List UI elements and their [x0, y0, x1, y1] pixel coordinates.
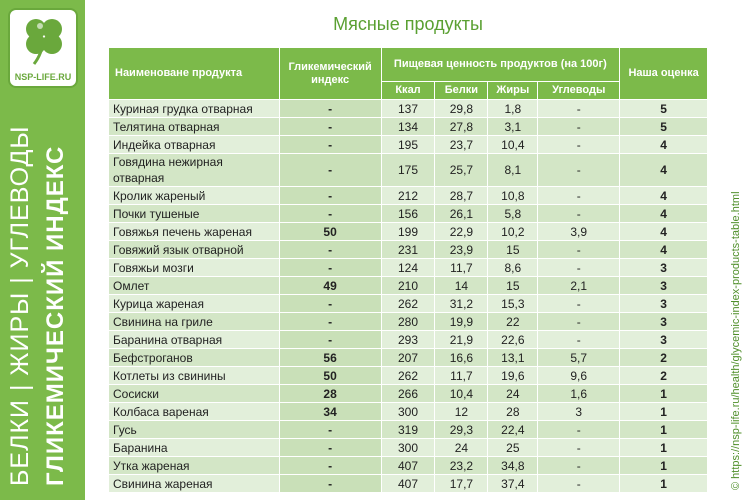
cell-carbs: -: [538, 259, 620, 277]
cell-carbs: 1,6: [538, 385, 620, 403]
header-gi: Гликемический индекс: [279, 48, 381, 100]
cell-gi: -: [279, 241, 381, 259]
cell-kcal: 124: [381, 259, 435, 277]
cell-gi: 56: [279, 349, 381, 367]
cell-rating: 1: [620, 385, 708, 403]
cell-gi: -: [279, 421, 381, 439]
cell-kcal: 293: [381, 331, 435, 349]
cell-rating: 1: [620, 475, 708, 493]
products-table: [108, 47, 708, 493]
table-row: [109, 331, 708, 349]
header-carbs: Углеводы: [538, 82, 620, 100]
cell-fat: 1,8: [488, 100, 538, 118]
cell-fat: 5,8: [488, 205, 538, 223]
cell-kcal: 262: [381, 295, 435, 313]
cell-fat: 15,3: [488, 295, 538, 313]
source-url-text: © https://nsp-life.ru/health/glycemic-index-products-table.html: [730, 191, 742, 490]
cell-gi: -: [279, 118, 381, 136]
cell-name: Говядина нежирная отварная: [109, 154, 280, 187]
cell-fat: 10,2: [488, 223, 538, 241]
cell-name: Гусь: [109, 421, 280, 439]
cell-kcal: 199: [381, 223, 435, 241]
cell-carbs: 2,1: [538, 277, 620, 295]
cell-name: Говяжий язык отварной: [109, 241, 280, 259]
cell-kcal: 266: [381, 385, 435, 403]
cell-carbs: -: [538, 313, 620, 331]
cell-fat: 8,6: [488, 259, 538, 277]
cell-name: Колбаса вареная: [109, 403, 280, 421]
cell-protein: 24: [435, 439, 488, 457]
cell-gi: -: [279, 100, 381, 118]
table-row: [109, 475, 708, 493]
source-url[interactable]: [726, 191, 744, 490]
table-row: [109, 259, 708, 277]
cell-carbs: -: [538, 118, 620, 136]
table-row: [109, 277, 708, 295]
cell-protein: 23,2: [435, 457, 488, 475]
cell-name: Говяжьи мозги: [109, 259, 280, 277]
table-row: [109, 457, 708, 475]
cell-kcal: 175: [381, 154, 435, 187]
cell-gi: 50: [279, 223, 381, 241]
cell-name: Свинина на гриле: [109, 313, 280, 331]
cell-fat: 13,1: [488, 349, 538, 367]
cell-rating: 2: [620, 349, 708, 367]
cell-protein: 21,9: [435, 331, 488, 349]
cell-fat: 15: [488, 277, 538, 295]
cell-protein: 10,4: [435, 385, 488, 403]
cell-gi: -: [279, 154, 381, 187]
table-body: [109, 100, 708, 493]
cell-name: Омлет: [109, 277, 280, 295]
cell-carbs: -: [538, 421, 620, 439]
cell-protein: 16,6: [435, 349, 488, 367]
cell-kcal: 156: [381, 205, 435, 223]
table-row: [109, 385, 708, 403]
cell-fat: 22: [488, 313, 538, 331]
cell-carbs: -: [538, 331, 620, 349]
table-row: [109, 205, 708, 223]
cell-fat: 24: [488, 385, 538, 403]
sidebar-line1: БЕЛКИ | ЖИРЫ | УГЛЕВОДЫ: [6, 125, 34, 486]
cell-fat: 37,4: [488, 475, 538, 493]
cell-kcal: 280: [381, 313, 435, 331]
cell-protein: 22,9: [435, 223, 488, 241]
cell-protein: 26,1: [435, 205, 488, 223]
table-row: [109, 154, 708, 187]
cell-protein: 19,9: [435, 313, 488, 331]
cell-name: Свинина жареная: [109, 475, 280, 493]
page-title: Мясные продукты: [333, 14, 483, 34]
cell-kcal: 407: [381, 457, 435, 475]
table-row: [109, 118, 708, 136]
cell-carbs: 3,9: [538, 223, 620, 241]
cell-name: Говяжья печень жареная: [109, 223, 280, 241]
table-row: [109, 187, 708, 205]
cell-name: Бефстроганов: [109, 349, 280, 367]
cell-gi: -: [279, 259, 381, 277]
cell-carbs: -: [538, 295, 620, 313]
cell-carbs: -: [538, 136, 620, 154]
cell-gi: -: [279, 331, 381, 349]
sidebar-line2: ГЛИКЕМИЧЕСКИЙ ИНДЕКС: [42, 145, 69, 486]
cell-rating: 3: [620, 313, 708, 331]
cell-name: Телятина отварная: [109, 118, 280, 136]
cell-carbs: 9,6: [538, 367, 620, 385]
logo-text: NSP-LIFE.RU: [14, 72, 72, 82]
cell-gi: 28: [279, 385, 381, 403]
cell-carbs: 3: [538, 403, 620, 421]
cell-carbs: -: [538, 241, 620, 259]
cell-carbs: -: [538, 187, 620, 205]
cell-fat: 10,4: [488, 136, 538, 154]
cell-rating: 4: [620, 223, 708, 241]
cell-fat: 22,4: [488, 421, 538, 439]
cell-rating: 1: [620, 421, 708, 439]
cell-protein: 31,2: [435, 295, 488, 313]
cell-name: Куриная грудка отварная: [109, 100, 280, 118]
cell-carbs: -: [538, 457, 620, 475]
cell-rating: 4: [620, 205, 708, 223]
cell-kcal: 407: [381, 475, 435, 493]
table-row: [109, 241, 708, 259]
cell-fat: 28: [488, 403, 538, 421]
cell-carbs: -: [538, 100, 620, 118]
cell-gi: -: [279, 475, 381, 493]
cell-fat: 8,1: [488, 154, 538, 187]
header-protein: Белки: [435, 82, 488, 100]
cell-gi: -: [279, 295, 381, 313]
cell-fat: 19,6: [488, 367, 538, 385]
table-row: [109, 295, 708, 313]
site-logo[interactable]: [8, 8, 78, 88]
cell-name: Курица жареная: [109, 295, 280, 313]
cell-rating: 3: [620, 259, 708, 277]
cell-name: Котлеты из свинины: [109, 367, 280, 385]
cell-gi: 49: [279, 277, 381, 295]
cell-name: Утка жареная: [109, 457, 280, 475]
cell-gi: -: [279, 205, 381, 223]
table-row: [109, 439, 708, 457]
cell-gi: -: [279, 136, 381, 154]
cell-fat: 10,8: [488, 187, 538, 205]
header-name: Наименоване продукта: [109, 48, 280, 100]
cell-protein: 12: [435, 403, 488, 421]
cell-carbs: -: [538, 154, 620, 187]
cell-rating: 5: [620, 118, 708, 136]
cell-name: Индейка отварная: [109, 136, 280, 154]
cell-gi: -: [279, 439, 381, 457]
cell-gi: -: [279, 187, 381, 205]
cell-fat: 22,6: [488, 331, 538, 349]
cell-kcal: 212: [381, 187, 435, 205]
cell-protein: 11,7: [435, 367, 488, 385]
cell-protein: 29,8: [435, 100, 488, 118]
cell-protein: 29,3: [435, 421, 488, 439]
cell-rating: 4: [620, 241, 708, 259]
cell-carbs: 5,7: [538, 349, 620, 367]
cell-name: Кролик жареный: [109, 187, 280, 205]
table-row: [109, 100, 708, 118]
cell-gi: -: [279, 457, 381, 475]
cell-name: Баранина отварная: [109, 331, 280, 349]
cell-kcal: 207: [381, 349, 435, 367]
cell-protein: 23,7: [435, 136, 488, 154]
table-row: [109, 367, 708, 385]
cell-gi: 50: [279, 367, 381, 385]
cell-protein: 23,9: [435, 241, 488, 259]
table-row: [109, 136, 708, 154]
cell-name: Сосиски: [109, 385, 280, 403]
header-fat: Жиры: [488, 82, 538, 100]
cell-fat: 3,1: [488, 118, 538, 136]
cell-kcal: 137: [381, 100, 435, 118]
cell-kcal: 319: [381, 421, 435, 439]
cell-rating: 5: [620, 100, 708, 118]
table-row: [109, 403, 708, 421]
cell-protein: 17,7: [435, 475, 488, 493]
table-row: [109, 421, 708, 439]
cell-rating: 1: [620, 439, 708, 457]
cell-protein: 27,8: [435, 118, 488, 136]
cell-kcal: 300: [381, 439, 435, 457]
table-row: [109, 349, 708, 367]
cell-kcal: 231: [381, 241, 435, 259]
sidebar: [0, 0, 85, 500]
cell-protein: 11,7: [435, 259, 488, 277]
cell-rating: 4: [620, 154, 708, 187]
header-kcal: Ккал: [381, 82, 435, 100]
cell-rating: 1: [620, 403, 708, 421]
cell-fat: 25: [488, 439, 538, 457]
cell-rating: 3: [620, 277, 708, 295]
header-rating: Наша оценка: [620, 48, 708, 100]
cell-name: Баранина: [109, 439, 280, 457]
cell-rating: 2: [620, 367, 708, 385]
cell-carbs: -: [538, 475, 620, 493]
cell-rating: 3: [620, 331, 708, 349]
clover-icon: [20, 14, 68, 66]
cell-kcal: 195: [381, 136, 435, 154]
cell-rating: 4: [620, 136, 708, 154]
cell-name: Почки тушеные: [109, 205, 280, 223]
cell-fat: 15: [488, 241, 538, 259]
cell-carbs: -: [538, 439, 620, 457]
header-nutrition: Пищевая ценность продуктов (на 100г): [381, 48, 620, 82]
cell-protein: 25,7: [435, 154, 488, 187]
cell-carbs: -: [538, 205, 620, 223]
cell-rating: 1: [620, 457, 708, 475]
table-row: [109, 313, 708, 331]
cell-kcal: 210: [381, 277, 435, 295]
cell-protein: 28,7: [435, 187, 488, 205]
cell-gi: 34: [279, 403, 381, 421]
cell-kcal: 300: [381, 403, 435, 421]
cell-rating: 4: [620, 187, 708, 205]
cell-protein: 14: [435, 277, 488, 295]
cell-kcal: 134: [381, 118, 435, 136]
cell-gi: -: [279, 313, 381, 331]
table-row: [109, 223, 708, 241]
cell-fat: 34,8: [488, 457, 538, 475]
cell-rating: 3: [620, 295, 708, 313]
cell-kcal: 262: [381, 367, 435, 385]
